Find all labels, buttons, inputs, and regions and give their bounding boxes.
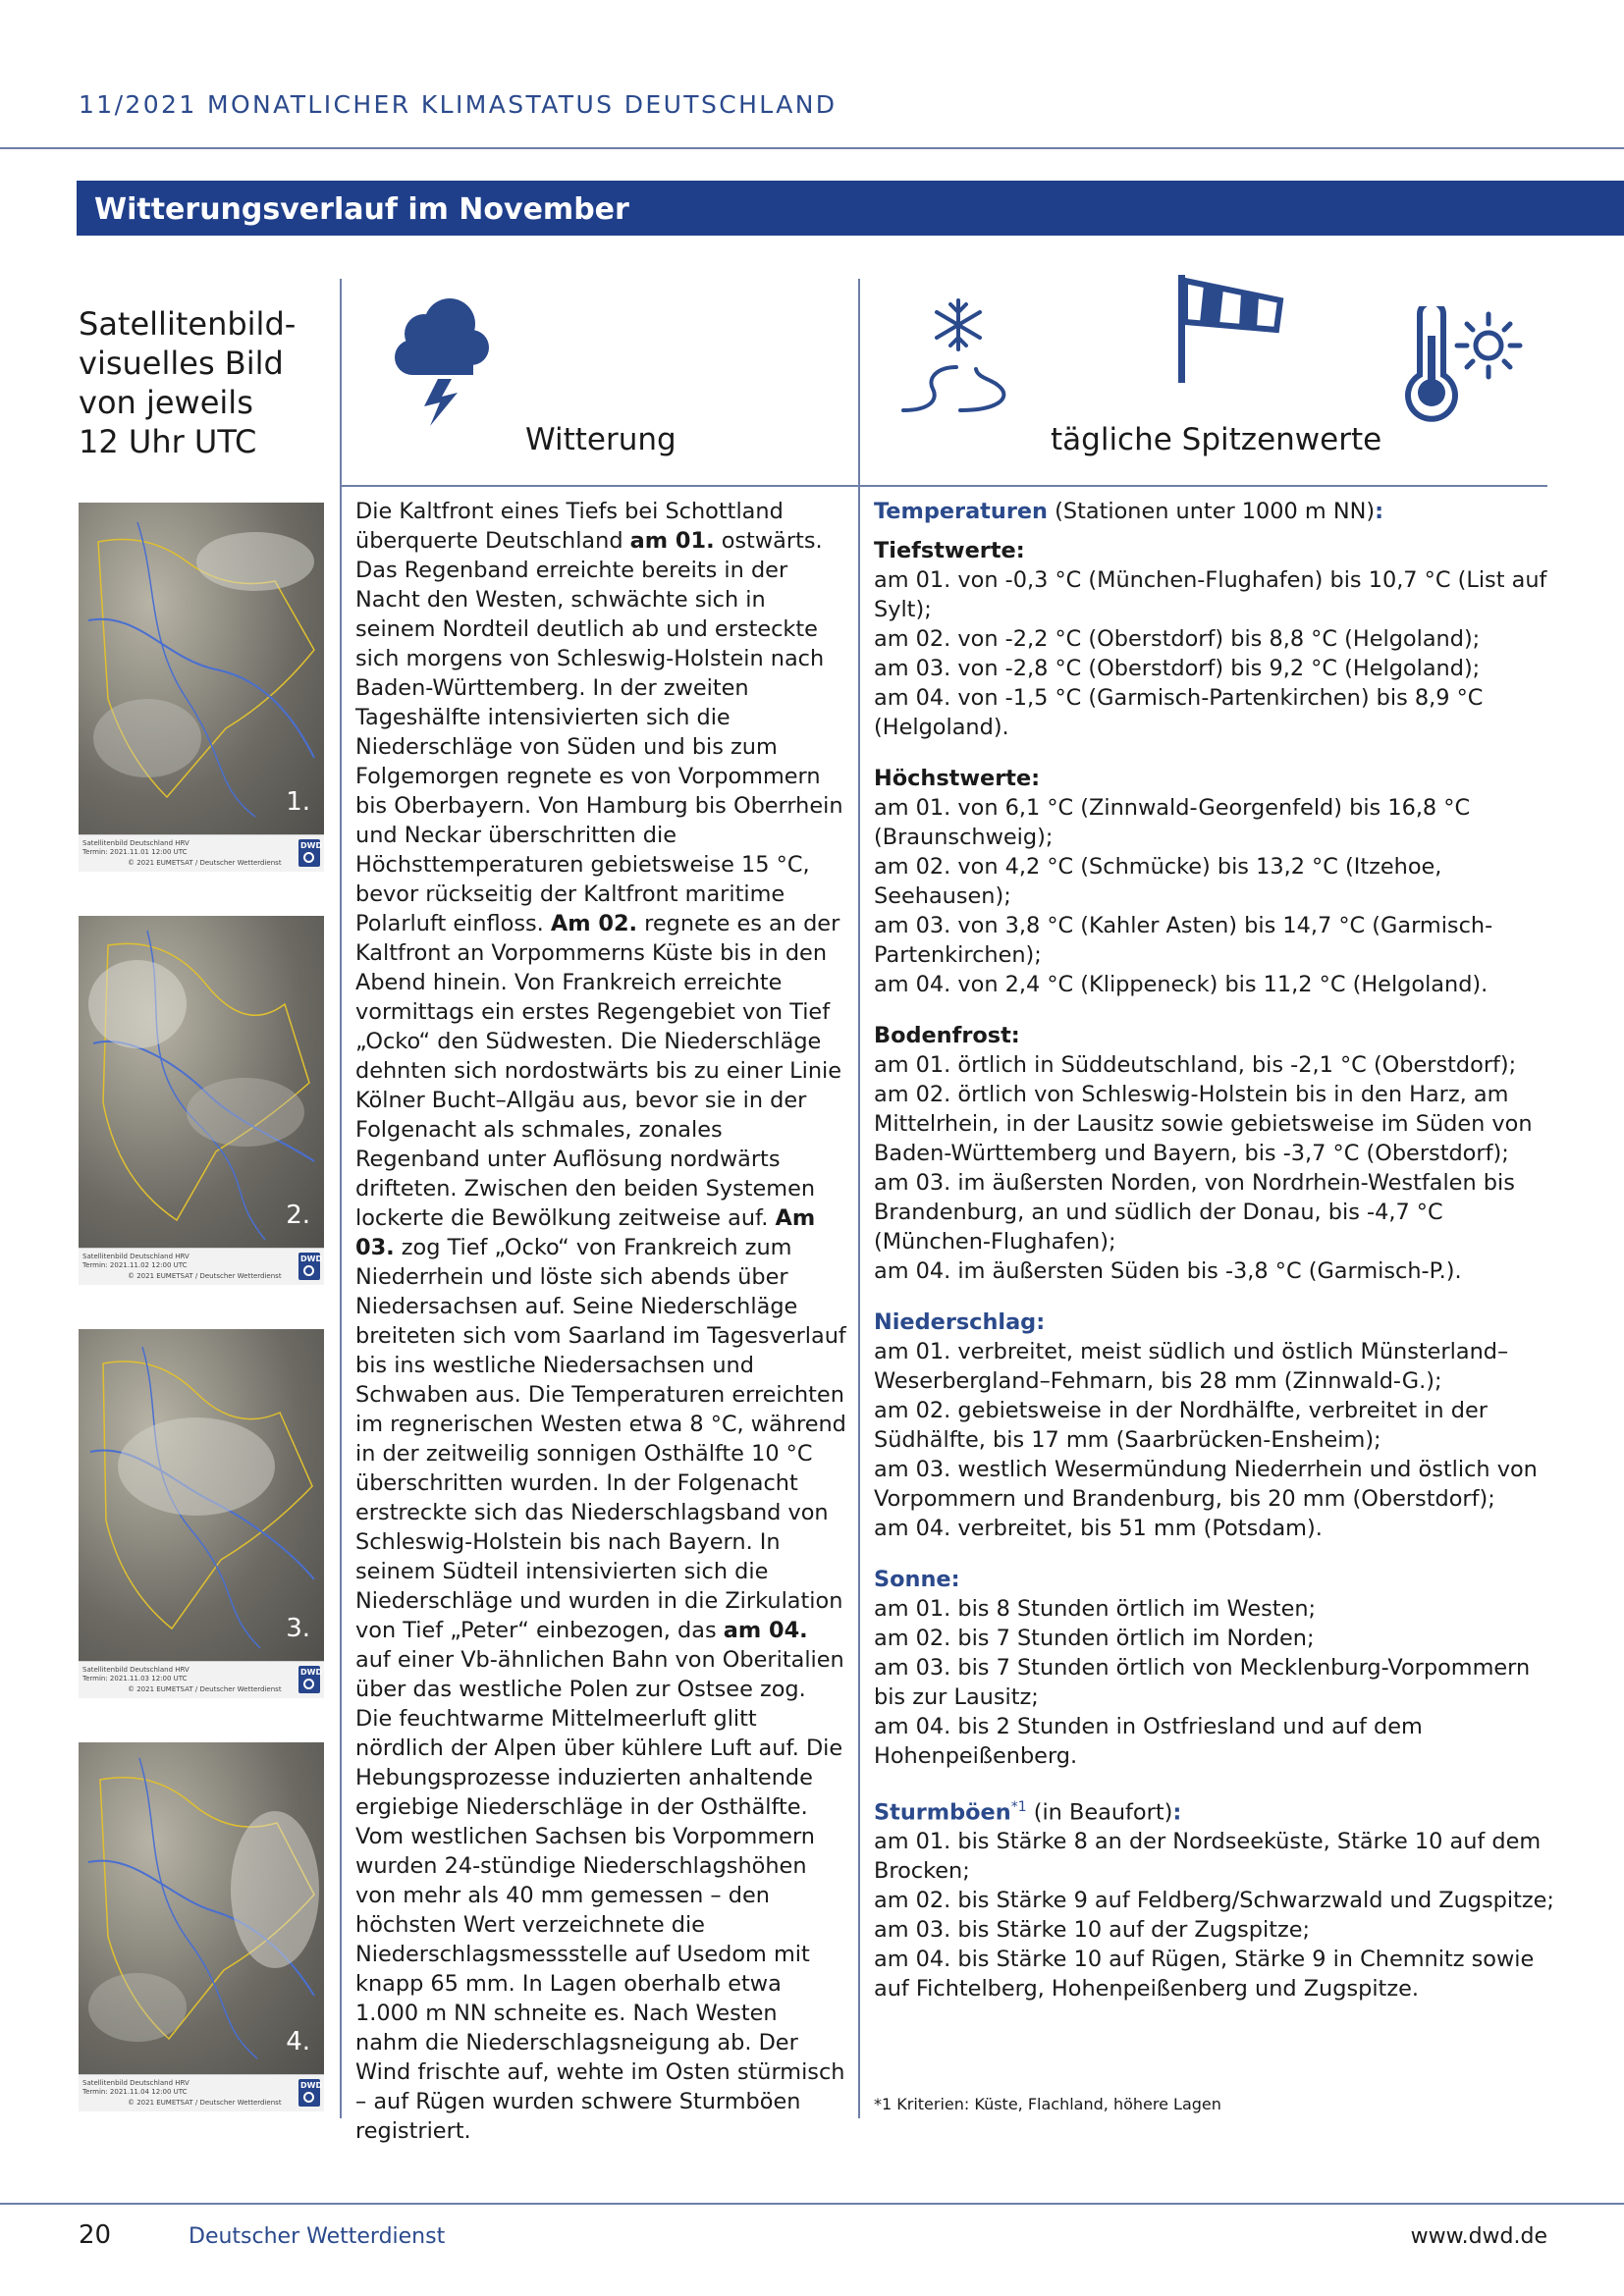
sturmboeen-heading <box>874 1792 1561 1827</box>
bodenfrost-line: am 03. im äußersten Norden, von Nordrhein-Westfalen bis Brandenburg, an und südlich der Donau, bis -4,7 °C (München-Flughafen); <box>874 1170 1515 1255</box>
sturmboeen-line: am 03. bis Stärke 10 auf der Zugspitze; <box>874 1917 1311 1944</box>
sonne-line: am 02. bis 7 Stunden örtlich im Norden; <box>874 1626 1315 1651</box>
sonne-line: am 03. bis 7 Stunden örtlich von Mecklenburg-Vorpommern bis zur Lausitz; <box>874 1655 1531 1710</box>
satellite-photo <box>79 916 324 1248</box>
satellite-day-number: 2. <box>286 1201 310 1230</box>
satellite-photo <box>79 1742 324 2074</box>
satellite-image-3 <box>79 1329 324 1697</box>
satellite-map-overlay <box>79 1329 324 1661</box>
tiefstwerte-title: Tiefstwerte: <box>874 538 1025 563</box>
sturmboeen-title: Sturmböen <box>874 1799 1011 1826</box>
footnote: *1 Kriterien: Küste, Flachland, höhere Lagen <box>874 2095 1221 2113</box>
satellite-map-overlay <box>79 1742 324 2074</box>
footnote-marker: *1 <box>1010 1799 1027 1815</box>
caption-line: © 2021 EUMETSAT / Deutscher Wetterdienst <box>128 859 282 867</box>
column-divider-1-body <box>340 487 342 2118</box>
witterung-text <box>355 497 846 2146</box>
colon: : <box>1375 499 1384 524</box>
sturmboeen-group <box>874 1792 1561 2003</box>
sat-title-line: visuelles Bild <box>79 345 284 382</box>
text-run: auf einer Vb-ähnlichen Bahn von Oberitalien über das westliche Polen zur Ostsee zog. Die feuchtwarme Mittelmeerluft glitt nördlich der Alpen über kühlere Luft auf. Die Hebungsprozesse induzierten anhaltende ergiebige Niederschläge in der Osthälfte. Vom westlichen Sachsen bis Vorpommern wurden 24-stündige Niederschlagshöhen von mehr als 40 mm gemessen – den höchsten Wert verzeichnete die Niederschlagsmessstelle auf Usedom mit knapp 65 mm. In Lagen oberhalb etwa 1.000 m NN schneite es. Nach Westen nahm die Niederschlagsneigung ab. Der Wind frischte auf, wehte im Osten stürmisch – auf Rügen wurden schwere Sturmböen registriert. <box>355 1647 845 2144</box>
date-emphasis: am 01. <box>629 528 715 554</box>
temperaturen-heading <box>874 497 1561 526</box>
tiefstwerte-line: am 04. von -1,5 °C (Garmisch-Partenkirchen) bis 8,9 °C (Helgoland). <box>874 685 1484 740</box>
caption-line: Termin: 2021.11.04 12:00 UTC <box>82 2088 188 2096</box>
bodenfrost-line: am 01. örtlich in Süddeutschland, bis -2,1 °C (Oberstdorf); <box>874 1052 1517 1078</box>
satellite-caption <box>79 2074 324 2111</box>
niederschlag-line: am 01. verbreitet, meist südlich und östlich Münsterland–Weserbergland–Fehmarn, bis 28 mm (Zinnwald-G.); <box>874 1339 1509 1394</box>
sonne-title: Sonne: <box>874 1567 960 1592</box>
caption-line: Termin: 2021.11.03 12:00 UTC <box>82 1675 188 1682</box>
satellite-map-overlay <box>79 916 324 1248</box>
sat-title-line: 12 Uhr UTC <box>79 423 257 460</box>
satellite-caption <box>79 1248 324 1285</box>
sonne-line: am 04. bis 2 Stunden in Ostfriesland und auf dem Hohenpeißenberg. <box>874 1714 1423 1769</box>
niederschlag-line: am 02. gebietsweise in der Nordhälfte, verbreitet in der Südhälfte, bis 17 mm (Saarbrücken-Ensheim); <box>874 1398 1488 1453</box>
colon: : <box>1172 1799 1182 1826</box>
tiefstwerte-line: am 03. von -2,8 °C (Oberstdorf) bis 9,2 °C (Helgoland); <box>874 656 1481 681</box>
section-bar <box>77 181 1624 236</box>
dwd-logo: DWD <box>298 1666 320 1693</box>
satellite-caption <box>79 834 324 872</box>
sturmboeen-suffix: (in Beaufort) <box>1026 1799 1173 1826</box>
snow-road-icon <box>899 294 1027 422</box>
satellite-map-overlay <box>79 503 324 834</box>
sonne-line: am 01. bis 8 Stunden örtlich im Westen; <box>874 1596 1317 1622</box>
text-run: Die Kaltfront eines Tiefs bei Schottland überquerte Deutschland <box>355 499 784 554</box>
satellite-day-number: 4. <box>286 2027 310 2056</box>
footer-rule <box>0 2203 1624 2205</box>
text-run: regnete es an der Kaltfront an Vorpommerns Küste bis in den Abend hinein. Von Frankreich erreichte vormittags ein erstes Regengebiet von Tief „Ocko“ den Südwesten. Die Niederschläge dehnten sich nordostwärts bis zu einer Linie Kölner Bucht–Allgäu aus, bevor sie in der Folgenacht als schmales, zonales Regenband unter Auflösung nordwärts drifteten. Zwischen den beiden Systemen lockerte die Bewölkung zeitweise auf. <box>355 911 842 1231</box>
niederschlag-title: Niederschlag: <box>874 1309 1046 1335</box>
dwd-logo: DWD <box>298 839 320 867</box>
sturmboeen-line: am 04. bis Stärke 10 auf Rügen, Stärke 9 in Chemnitz sowie auf Fichtelberg, Hohenpeißenberg und Zugspitze. <box>874 1947 1535 2002</box>
caption-line: © 2021 EUMETSAT / Deutscher Wetterdienst <box>128 1685 282 1693</box>
footer-url-link[interactable]: www.dwd.de <box>1410 2224 1547 2249</box>
temperaturen-title: Temperaturen <box>874 499 1048 524</box>
caption-line: Termin: 2021.11.02 12:00 UTC <box>82 1261 188 1269</box>
caption-line: Termin: 2021.11.01 12:00 UTC <box>82 848 188 856</box>
tiefstwerte-line: am 02. von -2,2 °C (Oberstdorf) bis 8,8 °C (Helgoland); <box>874 626 1481 652</box>
sat-title-line: Satellitenbild- <box>79 305 297 343</box>
caption-line: Satellitenbild Deutschland HRV <box>82 2079 189 2087</box>
column-divider-2 <box>858 279 860 487</box>
bodenfrost-group <box>874 1021 1561 1286</box>
hoechstwerte-title: Höchstwerte: <box>874 766 1041 791</box>
header-rule <box>0 147 1624 149</box>
dwd-logo: DWD <box>298 2079 320 2107</box>
niederschlag-line: am 03. westlich Wesermündung Niederrhein und östlich von Vorpommern und Brandenburg, bis 20 mm (Oberstdorf); <box>874 1457 1538 1512</box>
hoechstwerte-line: am 03. von 3,8 °C (Kahler Asten) bis 14,7 °C (Garmisch-Partenkirchen); <box>874 913 1493 968</box>
tiefstwerte-group <box>874 536 1561 742</box>
caption-line: © 2021 EUMETSAT / Deutscher Wetterdienst <box>128 2099 282 2107</box>
satellite-image-1 <box>79 503 324 871</box>
satellite-photo <box>79 1329 324 1661</box>
temperaturen-suffix: (Stationen unter 1000 m NN) <box>1048 499 1376 524</box>
tiefstwerte-line: am 01. von -0,3 °C (München-Flughafen) bis 10,7 °C (List auf Sylt); <box>874 567 1547 622</box>
thermometer-sun-icon <box>1398 306 1526 424</box>
column-divider-1 <box>340 279 342 487</box>
bodenfrost-line: am 04. im äußersten Süden bis -3,8 °C (Garmisch-P.). <box>874 1258 1462 1284</box>
date-emphasis: Am 02. <box>550 911 638 936</box>
satellite-photo <box>79 503 324 834</box>
hoechstwerte-line: am 02. von 4,2 °C (Schmücke) bis 13,2 °C (Itzehoe, Seehausen); <box>874 854 1442 909</box>
sturmboeen-line: am 02. bis Stärke 9 auf Feldberg/Schwarzwald und Zugspitze; <box>874 1888 1554 1914</box>
niederschlag-line: am 04. verbreitet, bis 51 mm (Potsdam). <box>874 1516 1323 1541</box>
windsock-icon <box>1174 271 1292 389</box>
dwd-logo: DWD <box>298 1253 320 1280</box>
bodenfrost-line: am 02. örtlich von Schleswig-Holstein bis in den Harz, am Mittelrhein, in der Lausitz sowie gebietsweise im Süden von Baden-Württemberg und Bayern, bis -3,7 °C (Oberstdorf); <box>874 1082 1533 1166</box>
caption-line: © 2021 EUMETSAT / Deutscher Wetterdienst <box>128 1272 282 1280</box>
satellite-image-4 <box>79 1742 324 2110</box>
hoechstwerte-line: am 04. von 2,4 °C (Klippeneck) bis 11,2 °C (Helgoland). <box>874 972 1489 997</box>
hoechstwerte-group <box>874 764 1561 999</box>
caption-line: Satellitenbild Deutschland HRV <box>82 1666 189 1674</box>
witterung-paragraph <box>355 497 846 2146</box>
text-run: zog Tief „Ocko“ von Frankreich zum Niederrhein und löste sich abends über Niedersachsen auf. Seine Niederschläge breiteten sich vom Saarland im Tagesverlauf bis ins westliche Niedersachsen und Schwaben aus. Die Temperaturen erreichten im regnerischen Westen etwa 8 °C, während in der zeitweilig sonnigen Osthälfte 10 °C überschritten wurden. In der Folgenacht erstreckte sich das Niederschlagsband von Schleswig-Holstein bis nach Bayern. In seinem Südteil intensivierten sich die Niederschläge und wurden in die Zirkulation von Tief „Peter“ einbezogen, das <box>355 1235 846 1643</box>
footer-organization: Deutscher Wetterdienst <box>189 2224 446 2249</box>
hoechstwerte-line: am 01. von 6,1 °C (Zinnwald-Georgenfeld) bis 16,8 °C (Braunschweig); <box>874 795 1471 850</box>
sonne-group <box>874 1565 1561 1771</box>
sturmboeen-line: am 01. bis Stärke 8 an der Nordseeküste, Stärke 10 auf dem Brocken; <box>874 1829 1542 1885</box>
bodenfrost-title: Bodenfrost: <box>874 1023 1020 1048</box>
witterung-column-heading: Witterung <box>525 422 677 457</box>
section-title: Witterungsverlauf im November <box>94 192 629 227</box>
caption-line: Satellitenbild Deutschland HRV <box>82 839 189 847</box>
sat-title-line: von jeweils <box>79 384 253 421</box>
date-emphasis: am 04. <box>723 1618 808 1643</box>
caption-line: Satellitenbild Deutschland HRV <box>82 1253 189 1260</box>
column-divider-2-body <box>858 487 860 2118</box>
page-number: 20 <box>79 2220 112 2250</box>
thunderstorm-cloud-icon <box>389 291 497 428</box>
satellite-day-number: 1. <box>286 787 310 817</box>
spitzen-column-heading: tägliche Spitzenwerte <box>1051 422 1382 457</box>
satellite-day-number: 3. <box>286 1614 310 1643</box>
satellite-column-heading <box>79 304 296 461</box>
spitzenwerte-column <box>874 497 1561 2025</box>
report-header: 11/2021 MONATLICHER KLIMASTATUS DEUTSCHLAND <box>79 90 838 119</box>
date-emphasis: Am 03. <box>355 1205 816 1260</box>
satellite-image-2 <box>79 916 324 1284</box>
satellite-caption <box>79 1661 324 1698</box>
column-header-rule <box>340 485 1547 487</box>
niederschlag-group <box>874 1308 1561 1543</box>
text-run: ostwärts. Das Regenband erreichte bereits in der Nacht den Westen, schwächte sich in seinem Nordteil deutlich ab und ersteckte sich morgens von Schleswig-Holstein nach Baden-Württemberg. In der zweiten Tageshälfte intensivierten sich die Niederschläge von Süden und bis zum Folgemorgen regnete es von Vorpommern bis Oberbayern. Von Hamburg bis Oberrhein und Neckar überschritten die Höchsttemperaturen gebietsweise 15 °C, bevor rückseitig der Kaltfront maritime Polarluft einfloss. <box>355 528 843 936</box>
